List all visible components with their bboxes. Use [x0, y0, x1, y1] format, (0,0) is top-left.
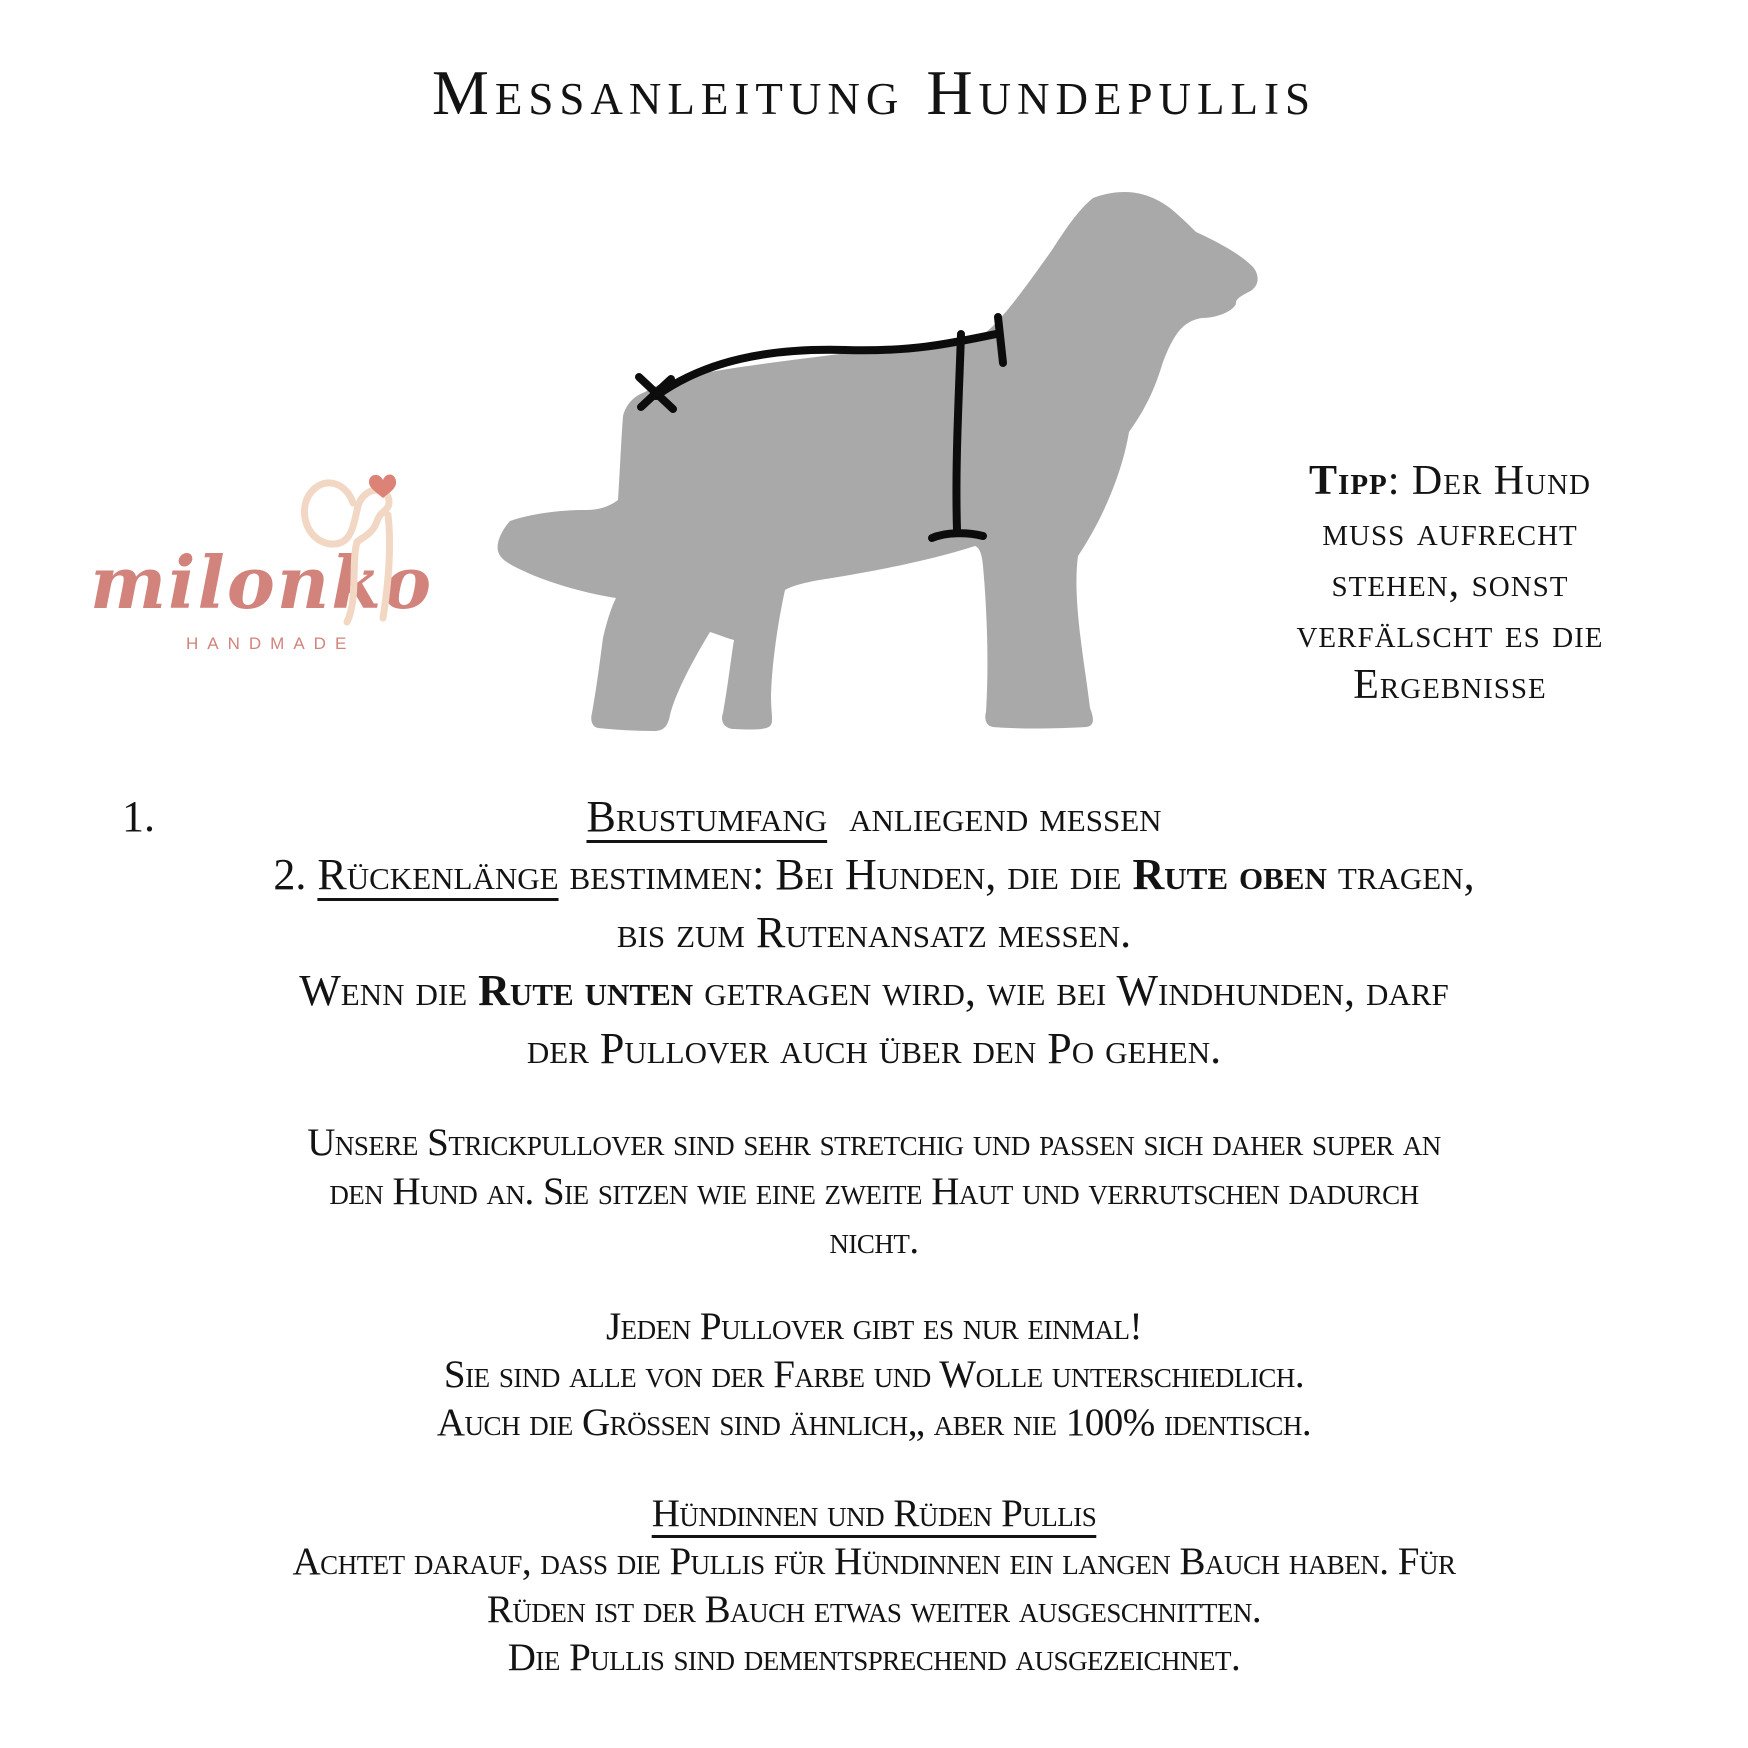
measuring-steps: [0, 788, 1748, 1078]
text-line: Jeden Pullover gibt es nur einmal!: [605, 1305, 1143, 1348]
text-line: Auch die Grössen sind ähnlich„ aber nie 100% identisch.: [436, 1401, 1312, 1444]
stretch-paragraph: [74, 1118, 1674, 1265]
text-line: Sie sind alle von der Farbe und Wolle unterschiedlich.: [443, 1353, 1305, 1396]
dog-silhouette: [498, 192, 1258, 731]
brand-name: milonko: [90, 540, 434, 625]
text-line: Brustumfang anliegend messen: [586, 792, 1162, 841]
text-line: verfälscht es die: [1296, 611, 1604, 657]
gender-section: [74, 1490, 1674, 1682]
step-1-text: [0, 788, 1748, 846]
text-line: stehen, sonst: [1331, 560, 1569, 606]
text-line: Ergebnisse: [1353, 662, 1547, 708]
text-line: den Hund an. Sie sitzen wie eine zweite Haut und verrutschen dadurch: [329, 1170, 1419, 1213]
logo-dog-neck-line: [383, 515, 390, 618]
page-title: Messanleitung Hundepullis: [431, 57, 1317, 128]
text-line: Wenn die Rute unten getragen wird, wie bei Windhunden, darf: [299, 966, 1449, 1015]
step-1-number: 1.: [122, 792, 155, 841]
brand-logo: [90, 462, 450, 682]
chest-girth-line: [956, 334, 961, 530]
text-line: Tipp: Der Hund: [1309, 458, 1591, 504]
text-line: bis zum Rutenansatz messen.: [616, 908, 1132, 957]
back-length-end-tick: [998, 317, 1003, 363]
tip-note: [1240, 456, 1660, 711]
text-line: Achtet darauf, dass die Pullis für Hündinnen ein langen Bauch haben. Für: [292, 1540, 1456, 1583]
logo-dog-outline: [295, 468, 405, 633]
heart-icon: [369, 474, 396, 498]
dog-measurement-diagram: [440, 170, 1280, 740]
gender-section-heading: Hündinnen und Rüden Pullis: [651, 1492, 1097, 1535]
text-line: Die Pullis sind dementsprechend ausgezeichnet.: [507, 1636, 1241, 1679]
text-line: nicht.: [829, 1219, 919, 1262]
text-line: 2. Rückenlänge bestimmen: Bei Hunden, die die Rute oben tragen,: [273, 850, 1475, 899]
text-line: muss aufrecht: [1322, 509, 1578, 555]
text-line: Unsere Strickpullover sind sehr stretchig und passen sich daher super an: [307, 1121, 1441, 1164]
step-2-text: [0, 846, 1748, 1078]
text-line: Rüden ist der Bauch etwas weiter ausgeschnitten.: [486, 1588, 1262, 1631]
brand-tagline: HANDMADE: [186, 634, 356, 653]
gender-section-text: [74, 1538, 1674, 1682]
unique-paragraph: [74, 1303, 1674, 1447]
text-line: der Pullover auch über den Po gehen.: [526, 1024, 1222, 1073]
